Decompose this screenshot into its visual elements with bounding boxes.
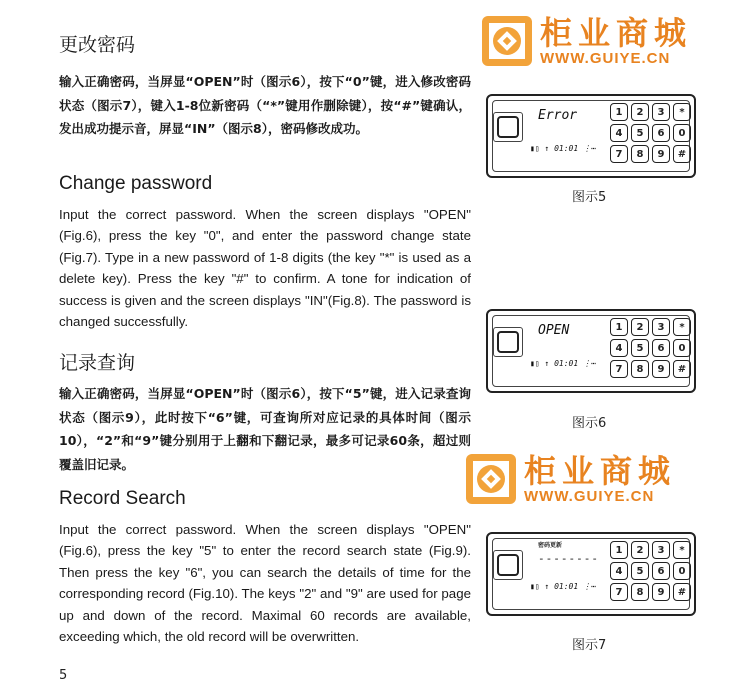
key: 1 [610, 541, 628, 559]
figure-caption: 图示7 [572, 638, 607, 653]
key: 7 [610, 583, 628, 601]
key: 1 [610, 318, 628, 336]
key: # [673, 145, 691, 163]
lcd-status: ▮▯ ↑ 01:01 ⋮⋯ [530, 144, 596, 153]
key: 9 [652, 583, 670, 601]
keypad [610, 541, 691, 601]
key: 7 [610, 145, 628, 163]
key: 9 [652, 145, 670, 163]
brand-url: WWW.GUIYE.CN [540, 49, 671, 67]
brand-logo [464, 452, 518, 506]
page-number: 5 [59, 668, 68, 683]
key: 8 [631, 360, 649, 378]
brand-name: 柜业商城 [540, 13, 693, 52]
device-panel-fig7 [486, 532, 696, 616]
key: 2 [631, 103, 649, 121]
key: 4 [610, 562, 628, 580]
key: 6 [652, 339, 670, 357]
key: * [673, 318, 691, 336]
key: 3 [652, 318, 670, 336]
key: * [673, 541, 691, 559]
brand-name: 柜业商城 [524, 451, 677, 490]
lcd-message: Error [538, 108, 578, 123]
key: 4 [610, 339, 628, 357]
key: * [673, 103, 691, 121]
lcd-screen [528, 319, 604, 379]
key: 8 [631, 145, 649, 163]
record-cn-title: 记录查询 [59, 352, 136, 374]
device-panel-fig5 [486, 94, 696, 178]
key: 8 [631, 583, 649, 601]
device-panel-fig6 [486, 309, 696, 393]
lcd-screen [528, 104, 604, 164]
knob [497, 116, 519, 138]
lcd-time: 01:01 [554, 582, 579, 591]
lcd-message: OPEN [538, 323, 570, 338]
record-en-title: Record Search [59, 488, 186, 509]
key: 1 [610, 103, 628, 121]
key: 9 [652, 360, 670, 378]
change-en-title: Change password [59, 173, 213, 194]
key: # [673, 360, 691, 378]
key: 7 [610, 360, 628, 378]
key: 6 [652, 124, 670, 142]
key: 0 [673, 339, 691, 357]
lcd-status: ▮▯ ↑ 01:01 ⋮⋯ [530, 582, 596, 591]
lcd-message: -------- [538, 552, 599, 565]
brand-logo [480, 14, 534, 68]
key: 6 [652, 562, 670, 580]
brand-watermark-top [480, 14, 692, 68]
change-en-body: Input the correct password. When the screen displays "OPEN" (Fig.6), press the key "0", and enter the password change state (Fig.7). Type in a new password of 1-8 digits (the key "*" is used as a delete key). Press the key "#" to confirm. A tone for indication of success is given and the screen displays "IN"(Fig.8). The password is changed successfully. [59, 207, 471, 330]
key: # [673, 583, 691, 601]
lcd-screen [528, 542, 604, 602]
figure-caption: 图示5 [572, 190, 607, 205]
key: 2 [631, 541, 649, 559]
knob [497, 331, 519, 353]
lcd-time: 01:01 [554, 359, 579, 368]
key: 0 [673, 124, 691, 142]
key: 2 [631, 318, 649, 336]
keypad [610, 103, 691, 163]
key: 3 [652, 103, 670, 121]
key: 5 [631, 124, 649, 142]
keypad [610, 318, 691, 378]
record-cn-body: 输入正确密码，当屏显“OPEN”时（图示6），按下“5”键，进入记录查询状态（图示9），此时按下“6”键，可查询所对应记录的具体时间（图示10），“2”和“9”键分别用于上翻和下翻记录，最多可记录60条，超过则覆盖旧记录。 [59, 386, 471, 472]
key: 0 [673, 562, 691, 580]
lcd-status: ▮▯ ↑ 01:01 ⋮⋯ [530, 359, 596, 368]
key: 5 [631, 562, 649, 580]
lcd-time: 01:01 [554, 144, 579, 153]
knob [497, 554, 519, 576]
record-en-body: Input the correct password. When the screen displays "OPEN" (Fig.6), press the key "5" to enter the record search state (Fig.9). Then press the key "6", you can search the details of time for the corresponding record (Fig.10). The keys "2" and "9" are used for page up and down of the record. Maximal 60 records are available, exceeding which, the old record will be overwritten. [59, 522, 471, 645]
key: 5 [631, 339, 649, 357]
key: 3 [652, 541, 670, 559]
key: 4 [610, 124, 628, 142]
change-cn-title: 更改密码 [59, 34, 136, 56]
lcd-label: 密码更新 [538, 542, 563, 549]
change-cn-body: 输入正确密码，当屏显“OPEN”时（图示6），按下“0”键，进入修改密码状态（图示7），键入1-8位新密码（“*”键用作删除键），按“#”键确认，发出成功提示音，屏显“IN”（图示8），密码修改成功。 [59, 74, 471, 136]
brand-watermark-middle [464, 452, 676, 506]
brand-url: WWW.GUIYE.CN [524, 487, 655, 505]
figure-caption: 图示6 [572, 416, 607, 431]
